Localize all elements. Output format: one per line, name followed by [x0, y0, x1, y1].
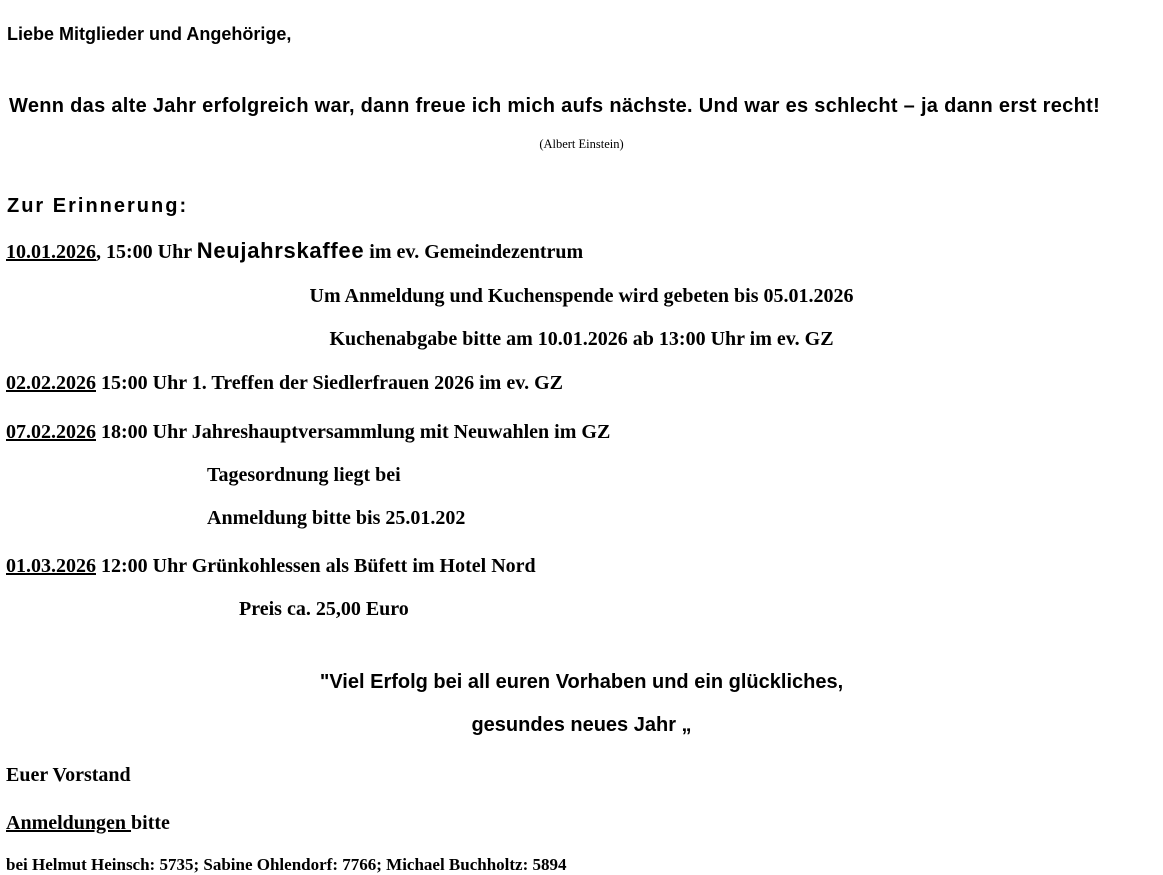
- event-note-anmeldung-kuchenspende: Um Anmeldung und Kuchenspende wird gebeten bis 05.01.2026: [309, 285, 854, 307]
- event-time: , 15:00 Uhr: [96, 241, 197, 263]
- event-note-kuchenabgabe: Kuchenabgabe bitte am 10.01.2026 ab 13:00 Uhr im ev. GZ: [329, 328, 834, 350]
- event-note-preis: Preis ca. 25,00 Euro: [239, 598, 409, 620]
- event-gruenkohlessen: [6, 555, 1163, 578]
- registration-underlined-word: Anmeldungen: [6, 812, 132, 834]
- registration-rest: bitte: [131, 812, 170, 834]
- signature-line: Euer Vorstand: [6, 764, 131, 786]
- reminder-heading: Zur Erinnerung:: [7, 195, 189, 217]
- einstein-quote: Wenn das alte Jahr erfolgreich war, dann freue ich mich aufs nächste. Und war es schlecht – ja dann erst recht!: [9, 95, 1101, 117]
- event-details: 18:00 Uhr Jahreshauptversammlung mit Neuwahlen im GZ: [96, 421, 611, 443]
- closing-quote-line-2: gesundes neues Jahr „: [471, 714, 692, 736]
- greeting-line: Liebe Mitglieder und Angehörige,: [7, 24, 292, 44]
- registration-heading: [6, 812, 1163, 835]
- event-neujahrskaffee: [6, 238, 1163, 265]
- closing-quote-line-1: "Viel Erfolg bei all euren Vorhaben und ein glückliches,: [319, 671, 844, 693]
- event-jahreshauptversammlung: [6, 421, 1163, 444]
- quote-attribution: (Albert Einstein): [539, 137, 624, 151]
- event-details: 15:00 Uhr 1. Treffen der Siedlerfrauen 2026 im ev. GZ: [96, 372, 564, 394]
- event-date: 10.01.2026: [6, 241, 96, 263]
- event-title-highlight: Neujahrskaffee: [196, 238, 365, 263]
- event-siedlerfrauen: [6, 372, 1163, 395]
- event-date: 02.02.2026: [6, 372, 96, 394]
- event-details: 12:00 Uhr Grünkohlessen als Büfett im Hotel Nord: [96, 555, 536, 577]
- event-date: 07.02.2026: [6, 421, 96, 443]
- event-note-anmeldung-bis: Anmeldung bitte bis 25.01.202: [207, 507, 466, 529]
- event-location: im ev. Gemeindezentrum: [364, 241, 584, 263]
- registration-contacts: bei Helmut Heinsch: 5735; Sabine Ohlendorf: 7766; Michael Buchholtz: 5894: [6, 855, 567, 874]
- event-note-tagesordnung: Tagesordnung liegt bei: [207, 464, 401, 486]
- event-date: 01.03.2026: [6, 555, 96, 577]
